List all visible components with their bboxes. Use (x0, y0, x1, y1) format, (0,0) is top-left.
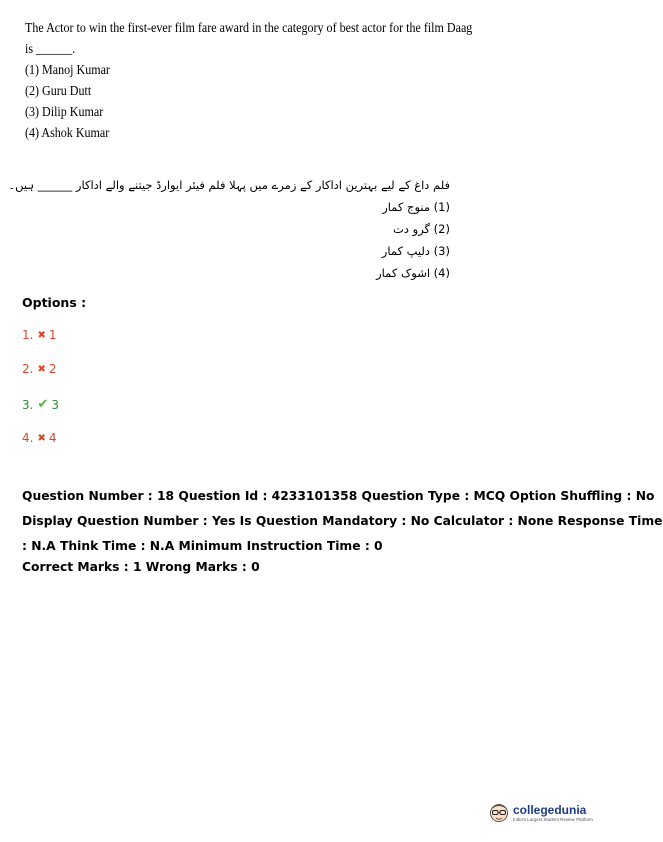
option-number: 1. (22, 328, 34, 342)
question-text-line: The Actor to win the first-ever film fare award in the category of best actor for the film Daag (25, 21, 473, 36)
option-value: 3 (51, 397, 59, 412)
question-metadata (22, 484, 663, 558)
check-icon: ✔ (37, 397, 49, 412)
option-number: 3. (22, 397, 34, 412)
option-item (22, 362, 56, 376)
choice-text: (1) منوج کمار (382, 200, 450, 214)
metadata-line: : N.A Think Time : N.A Minimum Instruction Time : 0 (22, 538, 383, 553)
choice-text: (4) Ashok Kumar (25, 126, 110, 141)
choice-text: (3) Dilip Kumar (25, 105, 104, 120)
choice-text: (2) گرو دت (393, 222, 450, 236)
option-value: 1 (48, 328, 57, 342)
question-text-line: فلم داغ کے لیے بہترین اداکار کے زمرے میں پہلا فلم فیئر ایوارڈ جیتنے والے اداکار ______ ہیں۔ (8, 178, 450, 192)
cross-icon: ✖ (37, 432, 46, 444)
logo-tagline: India's Largest Student Review Platform (513, 816, 593, 822)
choice-text: (2) Guru Dutt (25, 84, 92, 99)
metadata-line: Question Number : 18 Question Id : 4233101358 Question Type : MCQ Option Shuffling : No (22, 489, 655, 503)
question-urdu (8, 174, 450, 284)
option-number: 4. (22, 431, 34, 445)
option-item (22, 328, 56, 342)
logo-name: collegedunia (513, 802, 587, 817)
option-value: 2 (48, 362, 57, 376)
option-item (22, 431, 56, 445)
question-english (25, 18, 473, 144)
cross-icon: ✖ (37, 363, 46, 375)
option-number: 2. (22, 362, 34, 376)
metadata-line: Display Question Number : Yes Is Question Mandatory : No Calculator : None Response Time (22, 513, 663, 528)
marks-info: Correct Marks : 1 Wrong Marks : 0 (22, 560, 260, 574)
choice-text: (3) دلیپ کمار (381, 244, 450, 258)
choice-text: (1) Manoj Kumar (25, 63, 110, 78)
cross-icon: ✖ (37, 329, 46, 341)
option-item (22, 397, 59, 412)
options-heading: Options : (22, 295, 87, 310)
student-mascot-icon (488, 800, 510, 824)
option-value: 4 (48, 431, 57, 445)
question-text-line: is ______. (25, 42, 76, 57)
choice-text: (4) اشوک کمار (376, 266, 450, 280)
collegedunia-logo (488, 800, 593, 824)
